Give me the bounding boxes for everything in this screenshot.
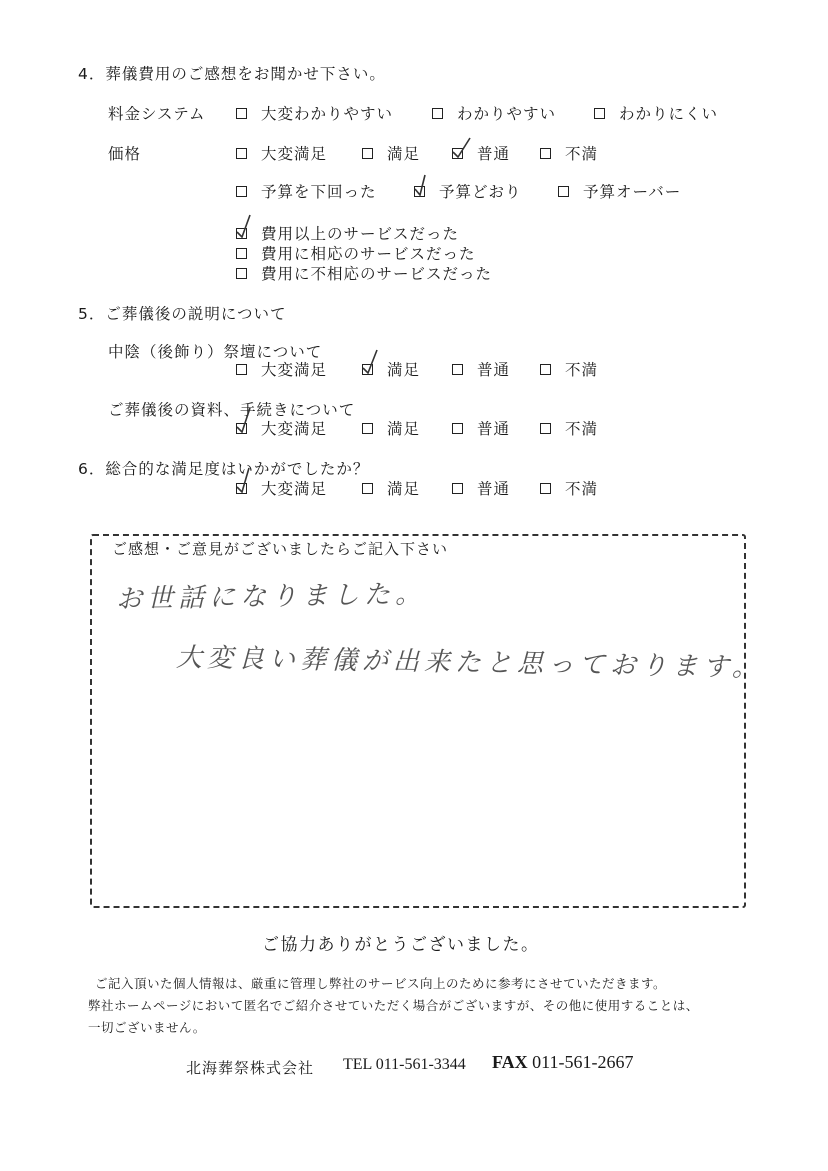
checkmark-icon [235,412,257,436]
comment-box[interactable] [90,534,764,908]
documents-option-satisfied[interactable] [362,417,420,439]
documents-label: ご葬儀後の資料、手続きについて [108,401,356,419]
option-label: 満足 [387,420,421,438]
altar-option-very-satisfied[interactable] [236,358,327,380]
handwritten-comment-line-2: 大変良い葬儀が出来たと思っております。 [175,642,764,684]
comment-prompt: ご感想・ご意見がございましたらご記入下さい [112,540,449,558]
checkbox[interactable] [236,248,247,259]
option-label: 予算を下回った [261,183,377,201]
checkbox[interactable] [540,483,551,494]
checkmark-icon [451,137,473,161]
option-label: 費用に相応のサービスだった [261,245,476,263]
option-label: 不満 [565,361,599,379]
overall-option-dissatisfied[interactable] [540,477,598,499]
option-label: 満足 [387,361,421,379]
option-label: 満足 [387,480,421,498]
checkmark-icon [235,472,257,496]
price-label: 価格 [108,145,142,163]
company-tel: TEL 011-561-3344 [343,1056,466,1073]
checkbox[interactable] [452,483,463,494]
checkmark-icon [361,353,383,377]
service-option-not-worth-cost[interactable] [236,262,492,284]
option-label: わかりやすい [457,105,557,123]
question-5-title: 5．ご葬儀後の説明について [78,305,287,323]
checkbox[interactable] [362,483,373,494]
checkbox[interactable] [558,186,569,197]
option-label: 大変満足 [261,420,328,438]
checkbox-checked[interactable] [452,148,463,159]
budget-option-under[interactable] [236,180,377,202]
privacy-note-line-3: 一切ございません。 [88,1020,206,1035]
checkbox[interactable] [362,423,373,434]
privacy-note-line-1: ご記入頂いた個人情報は、厳重に管理し弊社のサービス向上のために参考にさせていただきます。 [95,976,667,991]
overall-option-very-satisfied[interactable] [236,477,327,499]
altar-option-dissatisfied[interactable] [540,358,598,380]
fax-number: 011-561-2667 [532,1052,634,1072]
privacy-note-line-2: 弊社ホームページにおいて匿名でご紹介させていただく場合がございますが、その他に使用することは、 [88,998,699,1013]
company-fax [492,1052,634,1073]
option-label: 満足 [387,145,421,163]
checkbox[interactable] [540,148,551,159]
fee-system-option-unclear[interactable] [594,102,718,124]
question-4-title: 4．葬儀費用のご感想をお聞かせ下さい。 [78,65,386,83]
option-label: 費用に不相応のサービスだった [261,265,493,283]
altar-option-average[interactable] [452,358,510,380]
fax-label: FAX [492,1052,528,1072]
option-label: 大変満足 [261,361,328,379]
option-label: 予算どおり [439,183,522,201]
altar-label: 中陰（後飾り）祭壇について [108,343,323,361]
altar-option-satisfied[interactable] [362,358,420,380]
fee-system-option-very-clear[interactable] [236,102,393,124]
checkbox[interactable] [236,186,247,197]
checkbox[interactable] [540,423,551,434]
fee-system-option-clear[interactable] [432,102,556,124]
option-label: 費用以上のサービスだった [261,225,460,243]
budget-option-as-planned[interactable] [414,180,522,202]
checkbox[interactable] [236,148,247,159]
thanks-message: ご協力ありがとうございました。 [262,935,540,955]
overall-option-average[interactable] [452,477,510,499]
handwritten-comment-line-1: お世話になりました。 [115,579,427,615]
question-6-title: 6．総合的な満足度はいかがでしたか？ [78,460,370,478]
checkbox-checked[interactable] [236,483,247,494]
price-option-average[interactable] [452,142,510,164]
checkbox-checked[interactable] [362,364,373,375]
checkbox[interactable] [452,423,463,434]
checkbox[interactable] [540,364,551,375]
service-option-matching-cost[interactable] [236,242,476,264]
option-label: 大変わかりやすい [261,105,394,123]
documents-option-average[interactable] [452,417,510,439]
option-label: 予算オーバー [583,183,682,201]
service-option-above-cost[interactable] [236,222,459,244]
documents-option-dissatisfied[interactable] [540,417,598,439]
option-label: 大変満足 [261,145,328,163]
checkbox-checked[interactable] [236,228,247,239]
price-option-dissatisfied[interactable] [540,142,598,164]
checkbox[interactable] [452,364,463,375]
company-name: 北海葬祭株式会社 [186,1059,315,1077]
price-option-very-satisfied[interactable] [236,142,327,164]
option-label: 不満 [565,480,599,498]
checkbox[interactable] [362,148,373,159]
checkmark-icon [235,217,257,241]
checkbox[interactable] [236,108,247,119]
option-label: わかりにくい [619,105,719,123]
option-label: 普通 [477,145,511,163]
option-label: 普通 [477,361,511,379]
option-label: 大変満足 [261,480,328,498]
checkbox[interactable] [236,364,247,375]
option-label: 普通 [477,420,511,438]
checkbox[interactable] [432,108,443,119]
documents-option-very-satisfied[interactable] [236,417,327,439]
checkbox-checked[interactable] [236,423,247,434]
checkbox-checked[interactable] [414,186,425,197]
checkbox[interactable] [236,268,247,279]
checkbox[interactable] [594,108,605,119]
budget-option-over[interactable] [558,180,681,202]
price-option-satisfied[interactable] [362,142,420,164]
overall-option-satisfied[interactable] [362,477,420,499]
fee-system-label: 料金システム [108,105,206,123]
option-label: 普通 [477,480,511,498]
option-label: 不満 [565,420,599,438]
option-label: 不満 [565,145,599,163]
checkmark-icon [413,175,435,199]
